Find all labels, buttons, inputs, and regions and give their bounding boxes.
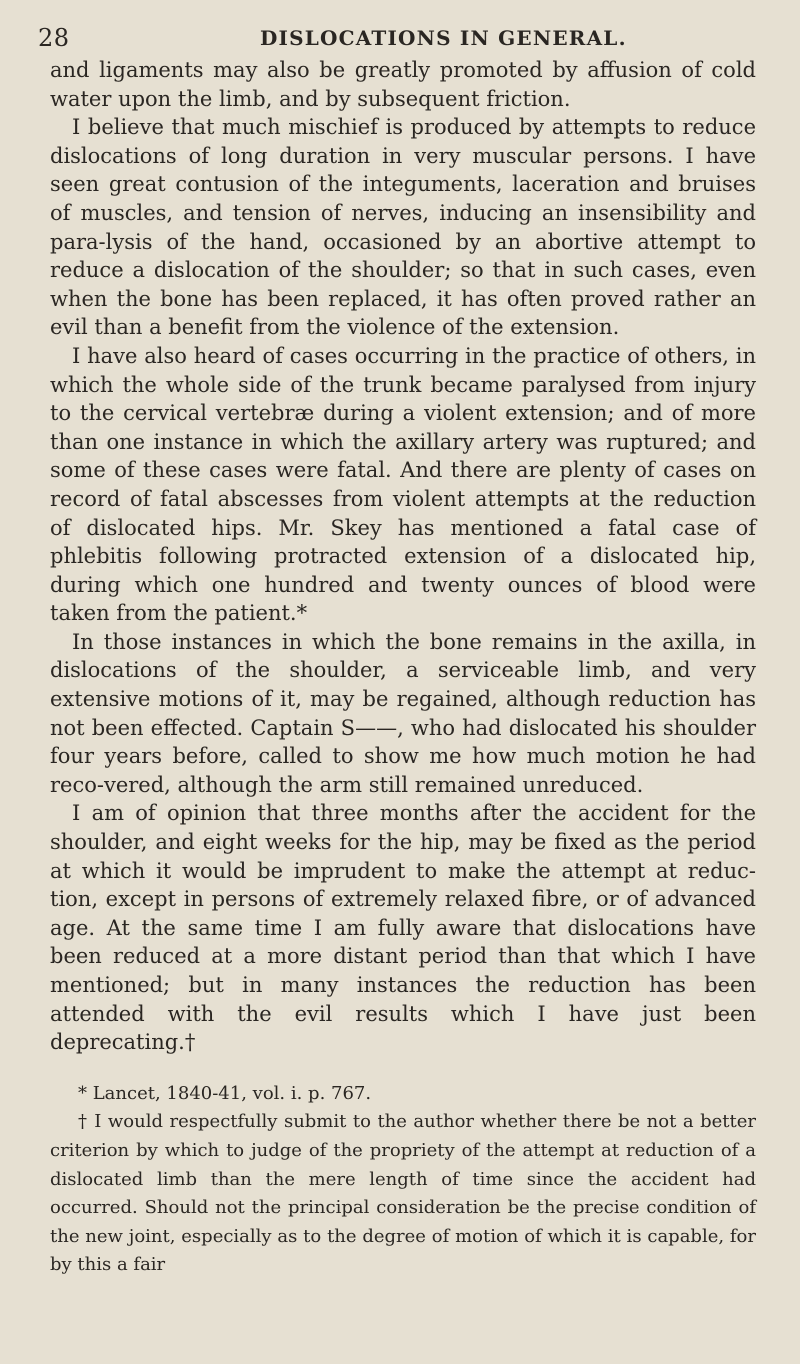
paragraph: In those instances in which the bone remains in the axilla, in dislocations of the shoulder, a serviceable limb, and very extensive motions of it, may be regained, although reduction has not been effected. Captain S——, who had dislocated his shoulder four years before, called to show me how much motion he had reco-vered, although the arm still remained unreduced. bbox=[50, 629, 756, 797]
running-head: DISLOCATIONS IN GENERAL. bbox=[260, 26, 627, 50]
body-text bbox=[50, 56, 756, 1057]
paragraph: I believe that much mischief is produced by attempts to reduce dislocations of long duration in very muscular persons. I have seen great contusion of the integuments, laceration and bruises of muscles, and tension of nerves, inducing an insensibility and para-lysis of the hand, occasioned by an abortive attempt to reduce a dislocation of the shoulder; so that in such cases, even when the bone has been replaced, it has often proved rather an evil than a benefit from the violence of the extension. bbox=[50, 115, 756, 340]
paragraph: and ligaments may also be greatly promoted by affusion of cold water upon the limb, and by subsequent friction. bbox=[50, 58, 756, 111]
paragraph: I have also heard of cases occurring in the practice of others, in which the whole side of the trunk became paralysed from injury to the cervical vertebræ during a violent extension; and of more than one instance in which the axillary artery was ruptured; and some of these cases were fatal. And there are plenty of cases on record of fatal abscesses from violent attempts at the reduction of dislocated hips. Mr. Skey has mentioned a fatal case of phlebitis following protracted extension of a dislocated hip, during which one hundred and twenty ounces of blood were taken from the patient.* bbox=[50, 343, 756, 626]
footnote: † I would respectfully submit to the author whether there be not a better criterion by which to judge of the propriety of the attempt at reduction of a dislocated limb than the mere length of time since the accident had occurred. Should not the principal consideration be the precise condition of the new joint, especially as to the degree of motion of which it is capable, for by this a fair bbox=[50, 1111, 756, 1276]
page-header bbox=[38, 24, 760, 60]
footnotes bbox=[50, 1080, 756, 1280]
paragraph: I am of opinion that three months after the accident for the shoulder, and eight weeks for the hip, may be fixed as the period at which it would be imprudent to make the attempt at reduc-tion, except in persons of extremely relaxed fibre, or of advanced age. At the same time I am fully aware that dislocations have been reduced at a more distant period than that which I have mentioned; but in many instances the reduction has been attended with the evil results which I have just been deprecating.† bbox=[50, 801, 756, 1055]
footnote: * Lancet, 1840-41, vol. i. p. 767. bbox=[78, 1082, 372, 1104]
page-number: 28 bbox=[38, 24, 70, 52]
